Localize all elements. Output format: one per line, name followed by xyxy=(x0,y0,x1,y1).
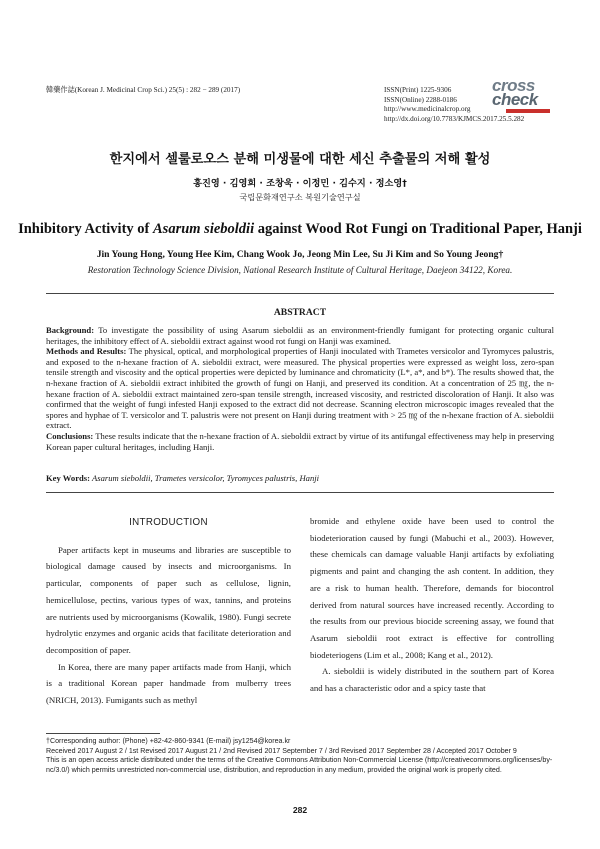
korean-affiliation: 국립문화재연구소 복원기술연구실 xyxy=(239,192,361,202)
keywords xyxy=(46,473,554,484)
korean-title: 한지에서 셀룰로오스 분해 미생물에 대한 세신 추출물의 저해 활성 xyxy=(109,152,491,167)
background-text: To investigate the possibility of using Asarum sieboldii as an environment-friendly fumigant for protecting organic cultural heritages, the inhibitory effect of A. sieboldii extract against wood rot fungi on Hanji was examined. xyxy=(46,325,554,346)
abstract-heading: ABSTRACT xyxy=(273,307,327,318)
divider-bottom xyxy=(46,492,554,493)
english-title-species: Asarum sieboldii xyxy=(153,221,255,237)
conclusions-text: These results indicate that the n-hexane fraction of A. sieboldii extract by virtue of its antifungal effectiveness may help in preserving Korean paper cultural heritages, including Hanji. xyxy=(46,430,555,452)
issn-print: ISSN(Print) 1225-9306 xyxy=(384,86,452,94)
intro-right-column xyxy=(310,513,554,697)
intro-left-column xyxy=(46,515,291,709)
intro-paragraph-2: In Korea, there are many paper artifacts made from Hanji, which is a traditional Korean paper handmade from mulberry trees (NRICH, 2013). Fumigants such as methyl xyxy=(46,661,291,706)
english-title-pre: Inhibitory Activity of xyxy=(18,221,153,237)
abstract-background xyxy=(46,325,554,346)
divider-top xyxy=(46,293,554,294)
korean-authors: 홍진영 · 김영희 · 조창욱 · 이정민 · 김수지 · 정소영† xyxy=(193,178,407,189)
crossmark-logo[interactable] xyxy=(492,76,552,117)
journal-website-link[interactable]: http://www.medicinalcrop.org xyxy=(384,105,471,114)
footnote-rule xyxy=(46,733,160,734)
methods-label: Methods and Results: xyxy=(46,346,127,357)
intro-paragraph-3: bromide and ethylene oxide have been used to control the biodeterioration caused by fungi (Mabuchi et al., 2003). However, these chemicals can damage valuable Hanji artifacts by exfoliating pigments and paint and changing the ash content. In addition, they are a risk to human health. Therefore, demands for biocontrol derived from natural sources have increased recently. According to the results from our previous biocide screening assay, we found that Asarum sieboldii root extract is effective for controlling biodeteriogens (Lim et al., 2008; Kang et al., 2012). xyxy=(310,516,554,660)
keywords-label: Key Words: xyxy=(46,473,91,483)
footnotes xyxy=(46,737,554,775)
license-statement: This is an open access article distributed under the terms of the Creative Commons Attribution Non-Commercial License (http://creativecommons.org/licenses/by-nc/3.0/) which permits unrestricted non-commercial use, distribution, and reproduction in any medium, provided the original work is properly cited. xyxy=(46,756,553,774)
doi-link[interactable]: http://dx.doi.org/10.7783/KJMCS.2017.25.5.282 xyxy=(384,114,525,123)
conclusions-label: Conclusions: xyxy=(46,430,94,441)
corresponding-author: †Corresponding author: (Phone) +82-42-860-9341 (E-mail) jsy1254@korea.kr xyxy=(46,737,291,745)
journal-citation: 韓藥作誌(Korean J. Medicinal Crop Sci.) 25(5) : 282 − 289 (2017) xyxy=(46,86,241,94)
english-title xyxy=(0,221,600,238)
crossmark-word-check: check xyxy=(492,90,538,109)
crossmark-word-cross: cross xyxy=(492,76,535,95)
background-label: Background: xyxy=(46,325,95,335)
english-title-post: against Wood Rot Fungi on Traditional Paper, Hanji xyxy=(254,221,582,237)
english-affiliation: Restoration Technology Science Division, National Research Institute of Cultural Heritage, Daejeon 34122, Korea. xyxy=(87,265,513,275)
intro-paragraph-4: A. sieboldii is widely distributed in the southern part of Korea and has a characteristic odor and a spicy taste that xyxy=(310,666,554,694)
received-dates: Received 2017 August 2 / 1st Revised 2017 August 21 / 2nd Revised 2017 September 7 / 3rd Revised 2017 September 28 / Accepted 2017 October 9 xyxy=(46,746,517,755)
abstract-methods xyxy=(46,346,554,431)
issn-online: ISSN(Online) 2288-0186 xyxy=(384,95,457,104)
abstract-body xyxy=(46,325,554,452)
english-authors: Jin Young Hong, Young Hee Kim, Chang Wook Jo, Jeong Min Lee, Su Ji Kim and So Young Jeong† xyxy=(96,249,504,260)
abstract-conclusions xyxy=(46,431,554,452)
crossmark-bar xyxy=(506,109,550,113)
page-number: 282 xyxy=(292,805,308,815)
intro-heading: INTRODUCTION xyxy=(129,517,208,528)
methods-text: The physical, optical, and morphological properties of Hanji inoculated with Trametes versicolor and Tyromyces palustris, and exposed to the n-hexane fraction of A. sieboldii extract, were measured. The physical properties were expressed as weight loss, zero-span tensile strength and viscosity and the optical properties were depicted by luminance and chromaticity (L*, a*, and b*). The results showed that, the n-hexane fraction of A. sieboldii extract inhibited the growth of fungi on Hanji, and preserved its condition. At a concentration of 25 ㎎, the n-hexane fraction of A. sieboldii extract maintained zero-span tensile strength, increased viscosity, and restricted discoloration of Hanji. It also was confirmed that the weight of fungi infested Hanji exposed to the extract did not decrease. Scanning electron microscopic images revealed that the spores and hyphae of T. versicolor and T. palustris were not present on Hanji during treatment with > 25 ㎎ of the n-hexane fraction of A. sieboldii extract. xyxy=(46,346,554,431)
keywords-text: Asarum sieboldii, Trametes versicolor, Tyromyces palustris, Hanji xyxy=(90,473,320,483)
intro-paragraph-1: Paper artifacts kept in museums and libraries are susceptible to biological damage caused by insects and microorganisms. In particular, components of paper such as cellulose, lignin, hemicellulose, pectins, various types of wax, tannins, and proteins are nutrients used by microorganisms (Kowalik, 1980). Fungi secrete hydrolytic enzymes and organic acids that facilitate deterioration and decomposition of paper. xyxy=(46,544,291,655)
